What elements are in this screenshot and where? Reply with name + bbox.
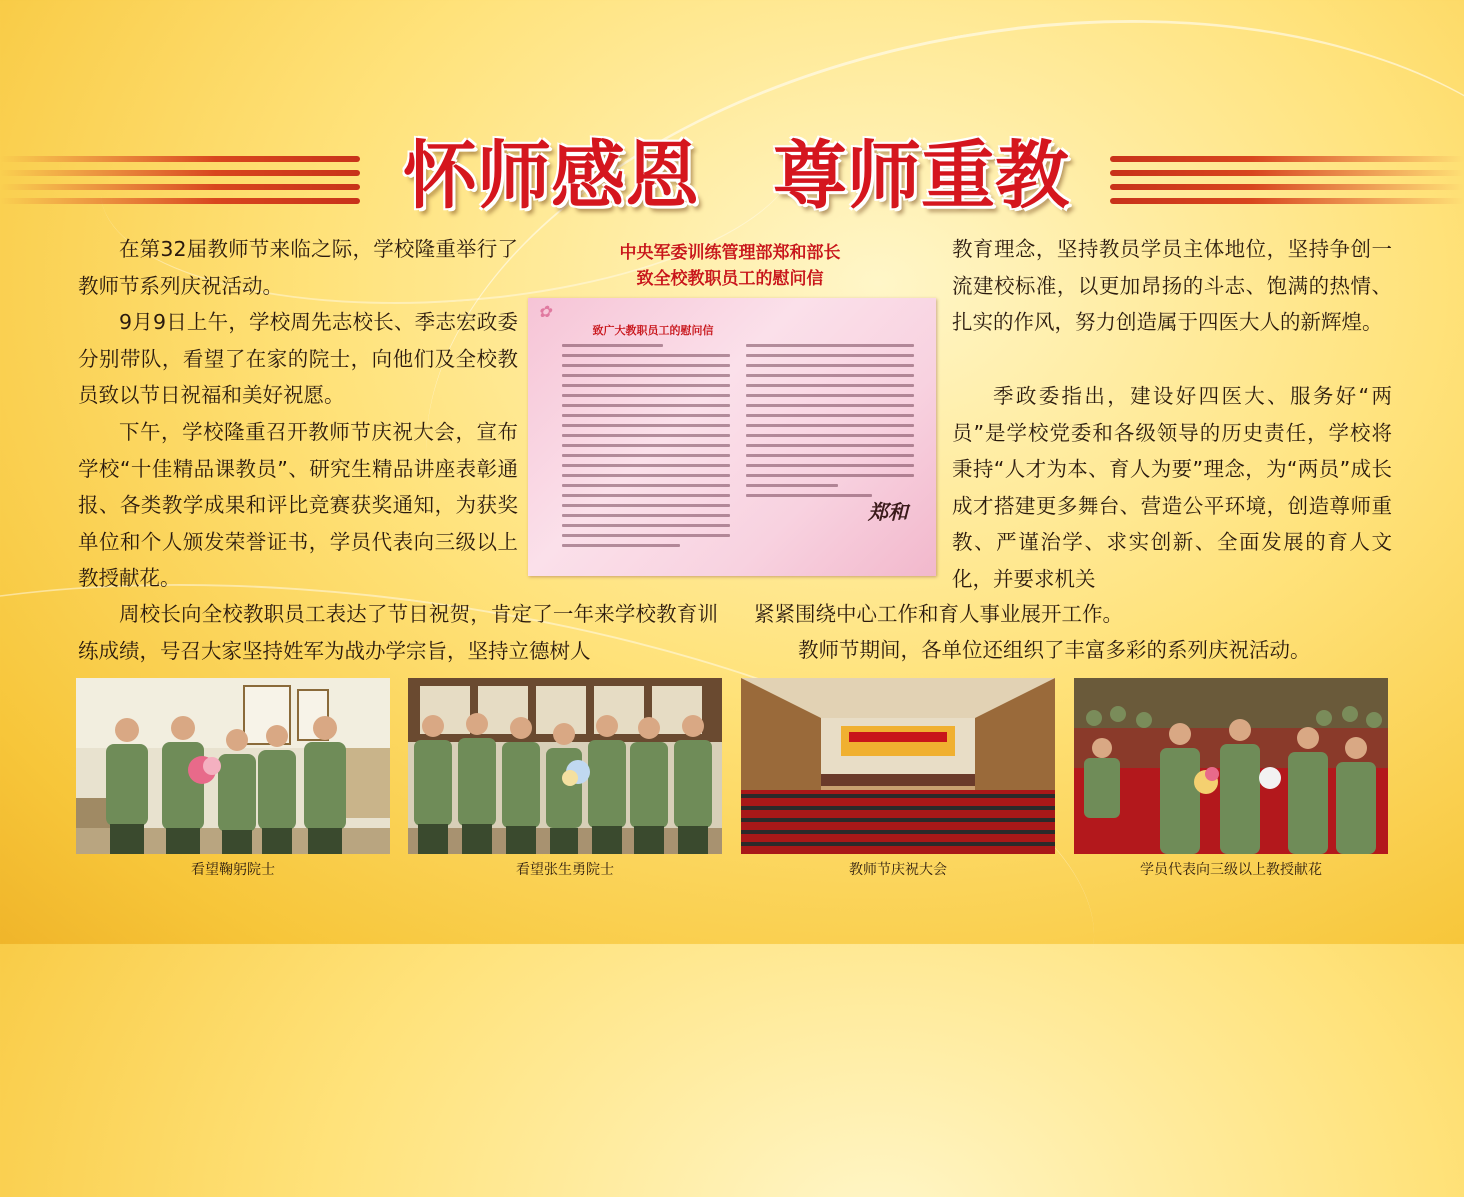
title-stripes-left xyxy=(0,156,360,204)
letter-decoration: ✿ xyxy=(538,302,552,321)
letter-image xyxy=(528,298,936,576)
photo-image xyxy=(76,678,390,854)
photo-academician-visit-1 xyxy=(76,678,390,854)
photo-image xyxy=(741,678,1055,854)
photo-celebration-assembly xyxy=(741,678,1055,854)
article-paragraph: 下午，学校隆重召开教师节庆祝大会，宣布学校“十佳精品课教员”、研究生精品讲座表彰通报、各类教学成果和评比竞赛获奖通知，为获奖单位和个人颁发荣誉证书，学员代表向三级以上教授献花。 xyxy=(78,420,518,590)
photo-academician-visit-2 xyxy=(408,678,722,854)
article-paragraph: 周校长向全校教职员工表达了节日祝贺，肯定了一年来学校教育训练成绩，号召大家坚持姓军为战办学宗旨，坚持立德树人 xyxy=(78,602,718,663)
page-title: 怀师感恩 尊师重教 xyxy=(403,133,1069,219)
article-paragraph: 季政委指出，建设好四医大、服务好“两员”是学校党委和各级领导的历史责任，学校将秉持“人才为本、育人为要”理念，为“两员”成长成才搭建更多舞台、营造公平环境，创造尊师重教、严谨治学、求实创新、全面发展的育人文化，并要求机关 xyxy=(952,384,1392,591)
photo-caption: 学员代表向三级以上教授献花 xyxy=(1140,862,1322,878)
photo-flower-presentation xyxy=(1074,678,1388,854)
photo-caption: 看望张生勇院士 xyxy=(516,862,614,878)
letter-caption-line2: 致全校教职员工的慰问信 xyxy=(636,269,824,289)
article-paragraph: 教育理念，坚持教员学员主体地位，坚持争创一流建校标准，以更加昂扬的斗志、饱满的热情、扎实的作风，努力创造属于四医大人的新辉煌。 xyxy=(952,237,1392,334)
letter-text-right xyxy=(746,344,914,504)
letter-text-left xyxy=(562,344,730,554)
letter-caption-line1: 中央军委训练管理部郑和部长 xyxy=(619,243,841,263)
photo-caption: 看望鞠躬院士 xyxy=(191,862,275,878)
article-paragraph: 9月9日上午，学校周先志校长、季志宏政委分别带队，看望了在家的院士，向他们及全校教员致以节日祝福和美好祝愿。 xyxy=(78,310,518,407)
letter-heading: 致广大教职员工的慰问信 xyxy=(592,324,714,337)
title-stripes-right xyxy=(1110,156,1464,204)
article-paragraph: 教师节期间，各单位还组织了丰富多彩的系列庆祝活动。 xyxy=(798,638,1311,662)
photo-image xyxy=(408,678,722,854)
letter-caption xyxy=(560,240,900,292)
photo-caption: 教师节庆祝大会 xyxy=(849,862,947,878)
article-paragraph: 在第32届教师节来临之际，学校隆重举行了教师节系列庆祝活动。 xyxy=(78,237,518,298)
letter-signature: 郑和 xyxy=(868,500,908,524)
article-paragraph: 紧紧围绕中心工作和育人事业展开工作。 xyxy=(754,602,1123,626)
photo-image xyxy=(1074,678,1388,854)
